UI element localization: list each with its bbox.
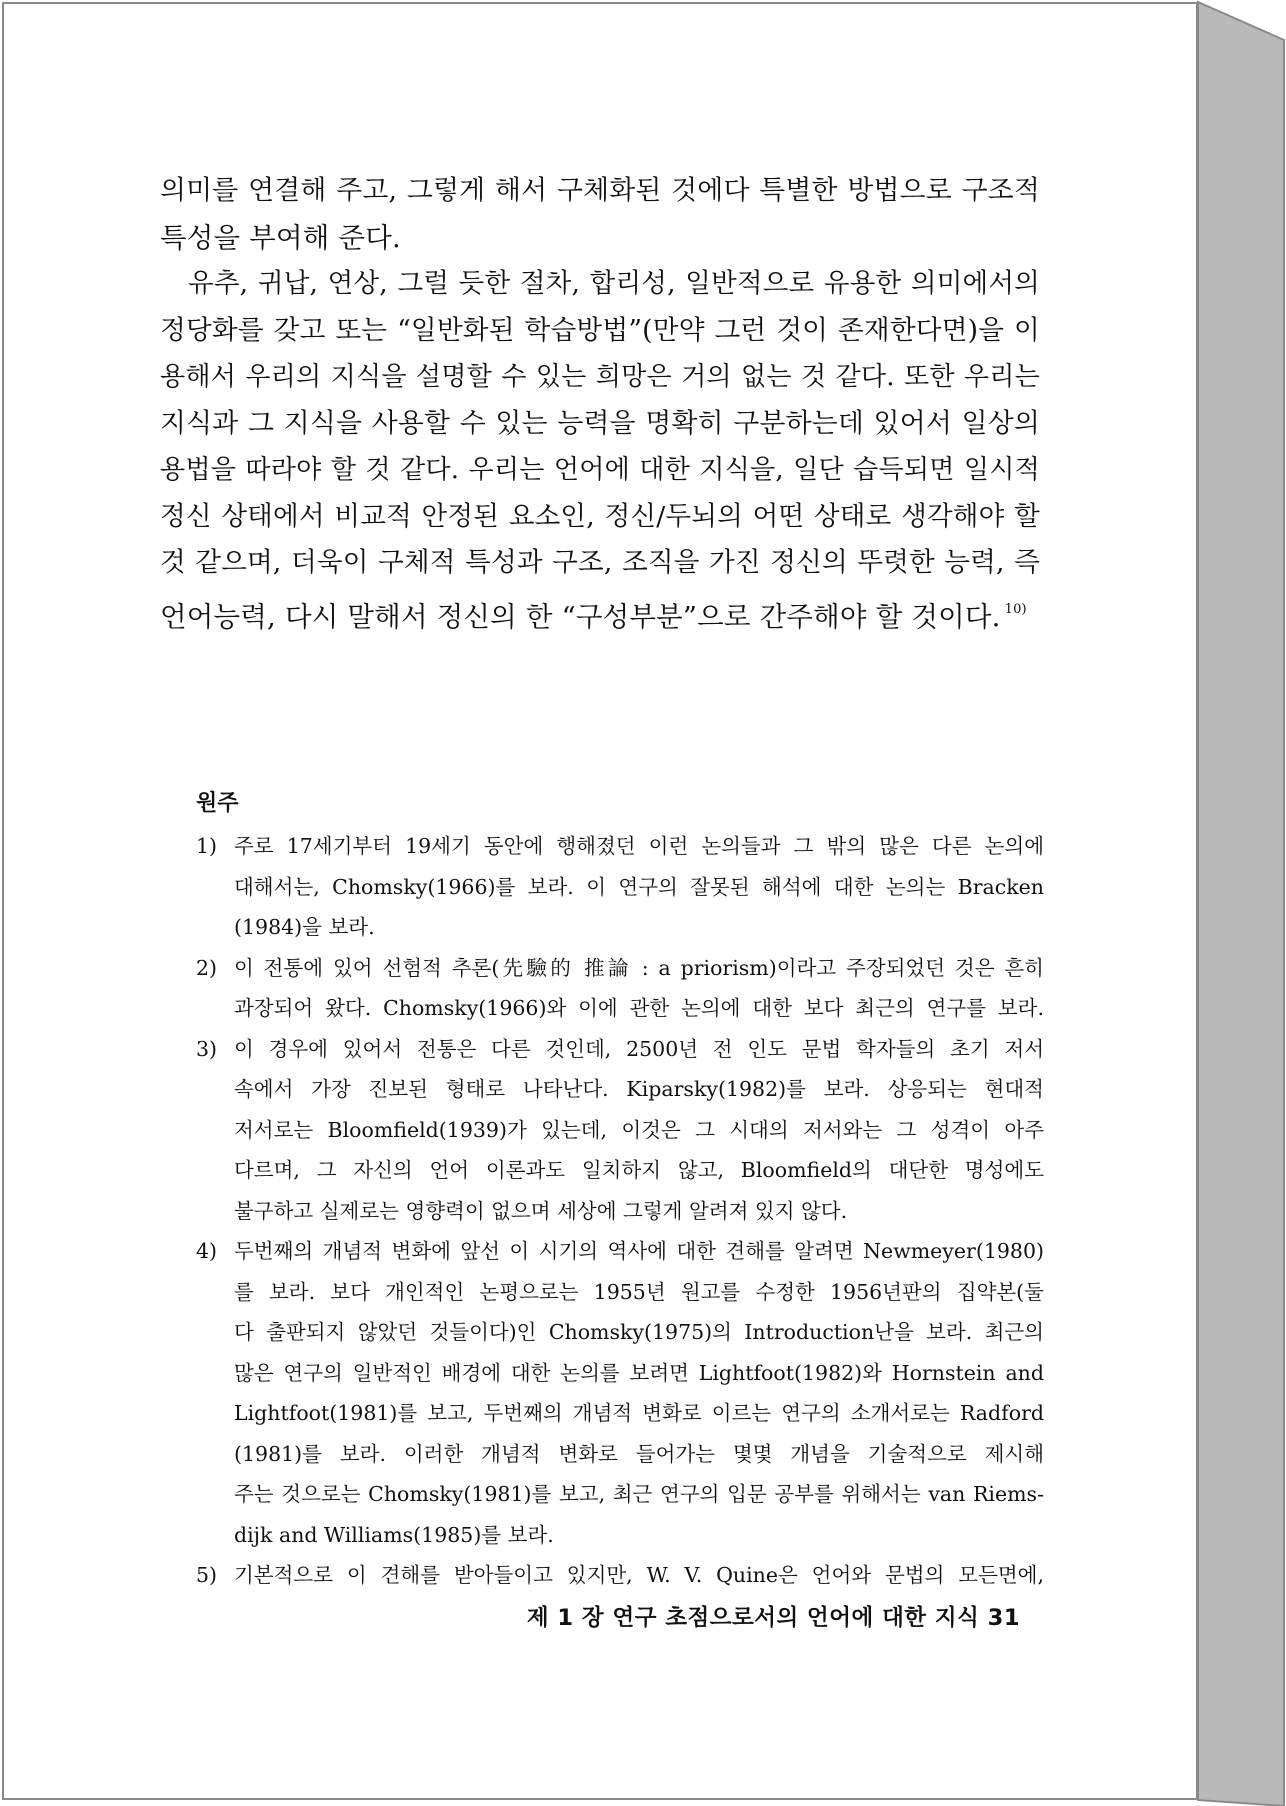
text-line: 정신 상태에서 비교적 안정된 요소인, 정신/두뇌의 어떤 상태로 생각해야 할 xyxy=(160,500,1040,532)
text-line: 특성을 부여해 준다. xyxy=(160,221,401,254)
note-number: 1) xyxy=(196,834,218,858)
body-text xyxy=(160,168,1040,640)
note-line: 주는 것으로는 Chomsky(1981)를 보고, 최근 연구의 입문 공부를 위해서는 van Riems- xyxy=(234,1482,1044,1506)
note-line: 속에서 가장 진보된 형태로 나타난다. Kiparsky(1982)를 보라. 상응되는 현대적 xyxy=(234,1077,1044,1101)
text-line: 정당화를 갖고 또는 “일반화된 학습방법”(만약 그런 것이 존재한다면)을 이 xyxy=(160,314,1040,346)
notes-heading: 원주 xyxy=(196,790,239,816)
text-line xyxy=(160,587,1040,641)
text-line: 용해서 우리의 지식을 설명할 수 있는 희망은 거의 없는 것 같다. 또한 우리는 xyxy=(160,362,1040,392)
note-number: 3) xyxy=(196,1036,218,1061)
note-line: 다르며, 그 자신의 언어 이론과도 일치하지 않고, Bloomfield의 대단한 명성에도 xyxy=(234,1158,1044,1182)
note-item xyxy=(196,948,1044,1029)
text-line: 의미를 연결해 주고, 그렇게 해서 구체화된 것에다 특별한 방법으로 구조적 xyxy=(160,175,1040,206)
note-line: Lightfoot(1981)를 보고, 두번째의 개념적 변화로 이르는 연구의 소개서로는 Radford xyxy=(234,1401,1044,1425)
text-line-content: 언어능력, 다시 말해서 정신의 한 “구성부분”으로 간주해야 할 것이다. xyxy=(160,600,1001,633)
note-item xyxy=(196,1231,1044,1555)
note-item xyxy=(196,826,1044,948)
note-line: 다 출판되지 않았던 것들이다)인 Chomsky(1975)의 Introduction난을 보라. 최근의 xyxy=(234,1320,1044,1344)
text-line: 용법을 따라야 할 것 같다. 우리는 언어에 대한 지식을, 일단 습득되면 일시적 xyxy=(160,455,1040,485)
note-line: 많은 연구의 일반적인 배경에 대한 논의를 보려면 Lightfoot(1982)와 Hornstein and xyxy=(234,1360,1044,1385)
note-line: 불구하고 실제로는 영향력이 없으며 세상에 그렇게 알려져 있지 않다. xyxy=(234,1198,848,1223)
running-footer: 제 1 장 연구 초점으로서의 언어에 대한 지식 31 xyxy=(526,1605,1020,1631)
notes-list xyxy=(196,826,1044,1596)
note-line: 이 전통에 있어 선험적 추론(先驗的 推論 : a priorism)이라고 주장되었던 것은 흔히 xyxy=(234,955,1044,980)
note-number: 4) xyxy=(196,1239,218,1263)
note-number: 5) xyxy=(196,1563,218,1587)
paragraph-2 xyxy=(160,261,1040,640)
paragraph-1 xyxy=(160,168,1040,261)
text-line: 것 같으며, 더욱이 구체적 특성과 구조, 조직을 가진 정신의 뚜렷한 능력, 즉 xyxy=(160,547,1040,578)
note-line: 이 경우에 있어서 전통은 다른 것인데, 2500년 전 인도 문법 학자들의 초기 저서 xyxy=(234,1036,1044,1061)
note-item xyxy=(196,1029,1044,1232)
note-line: dijk and Williams(1985)를 보라. xyxy=(234,1522,554,1547)
note-line: (1981)를 보라. 이러한 개념적 변화로 들어가는 몇몇 개념을 기술적으로 제시해 xyxy=(234,1441,1044,1466)
footnote-marker: 10) xyxy=(1004,601,1027,617)
note-line: 과장되어 왔다. Chomsky(1966)와 이에 관한 논의에 대한 보다 최근의 연구를 보라. xyxy=(234,996,1044,1020)
note-line: (1984)을 보라. xyxy=(234,915,375,939)
note-number: 2) xyxy=(196,955,218,980)
note-line: 주로 17세기부터 19세기 동안에 행해졌던 이런 논의들과 그 밖의 많은 다른 논의에 xyxy=(234,834,1044,858)
note-item xyxy=(196,1555,1044,1596)
text-line: 지식과 그 지식을 사용할 수 있는 능력을 명확히 구분하는데 있어서 일상의 xyxy=(160,407,1040,439)
note-line: 대해서는, Chomsky(1966)를 보라. 이 연구의 잘못된 해석에 대한 논의는 Bracken xyxy=(234,874,1044,899)
note-line: 를 보라. 보다 개인적인 논평으로는 1955년 원고를 수정한 1956년판의 집약본(둘 xyxy=(234,1279,1044,1304)
text-line: 유추, 귀납, 연상, 그럴 듯한 절차, 합리성, 일반적으로 유용한 의미에서의 xyxy=(188,268,1040,299)
note-line: 두번째의 개념적 변화에 앞선 이 시기의 역사에 대한 견해를 알려면 Newmeyer(1980) xyxy=(234,1239,1044,1263)
note-line: 저서로는 Bloomfield(1939)가 있는데, 이것은 그 시대의 저서와는 그 성격이 아주 xyxy=(234,1117,1044,1142)
note-line: 기본적으로 이 견해를 받아들이고 있지만, W. V. Quine은 언어와 문법의 모든면에, xyxy=(234,1563,1044,1587)
